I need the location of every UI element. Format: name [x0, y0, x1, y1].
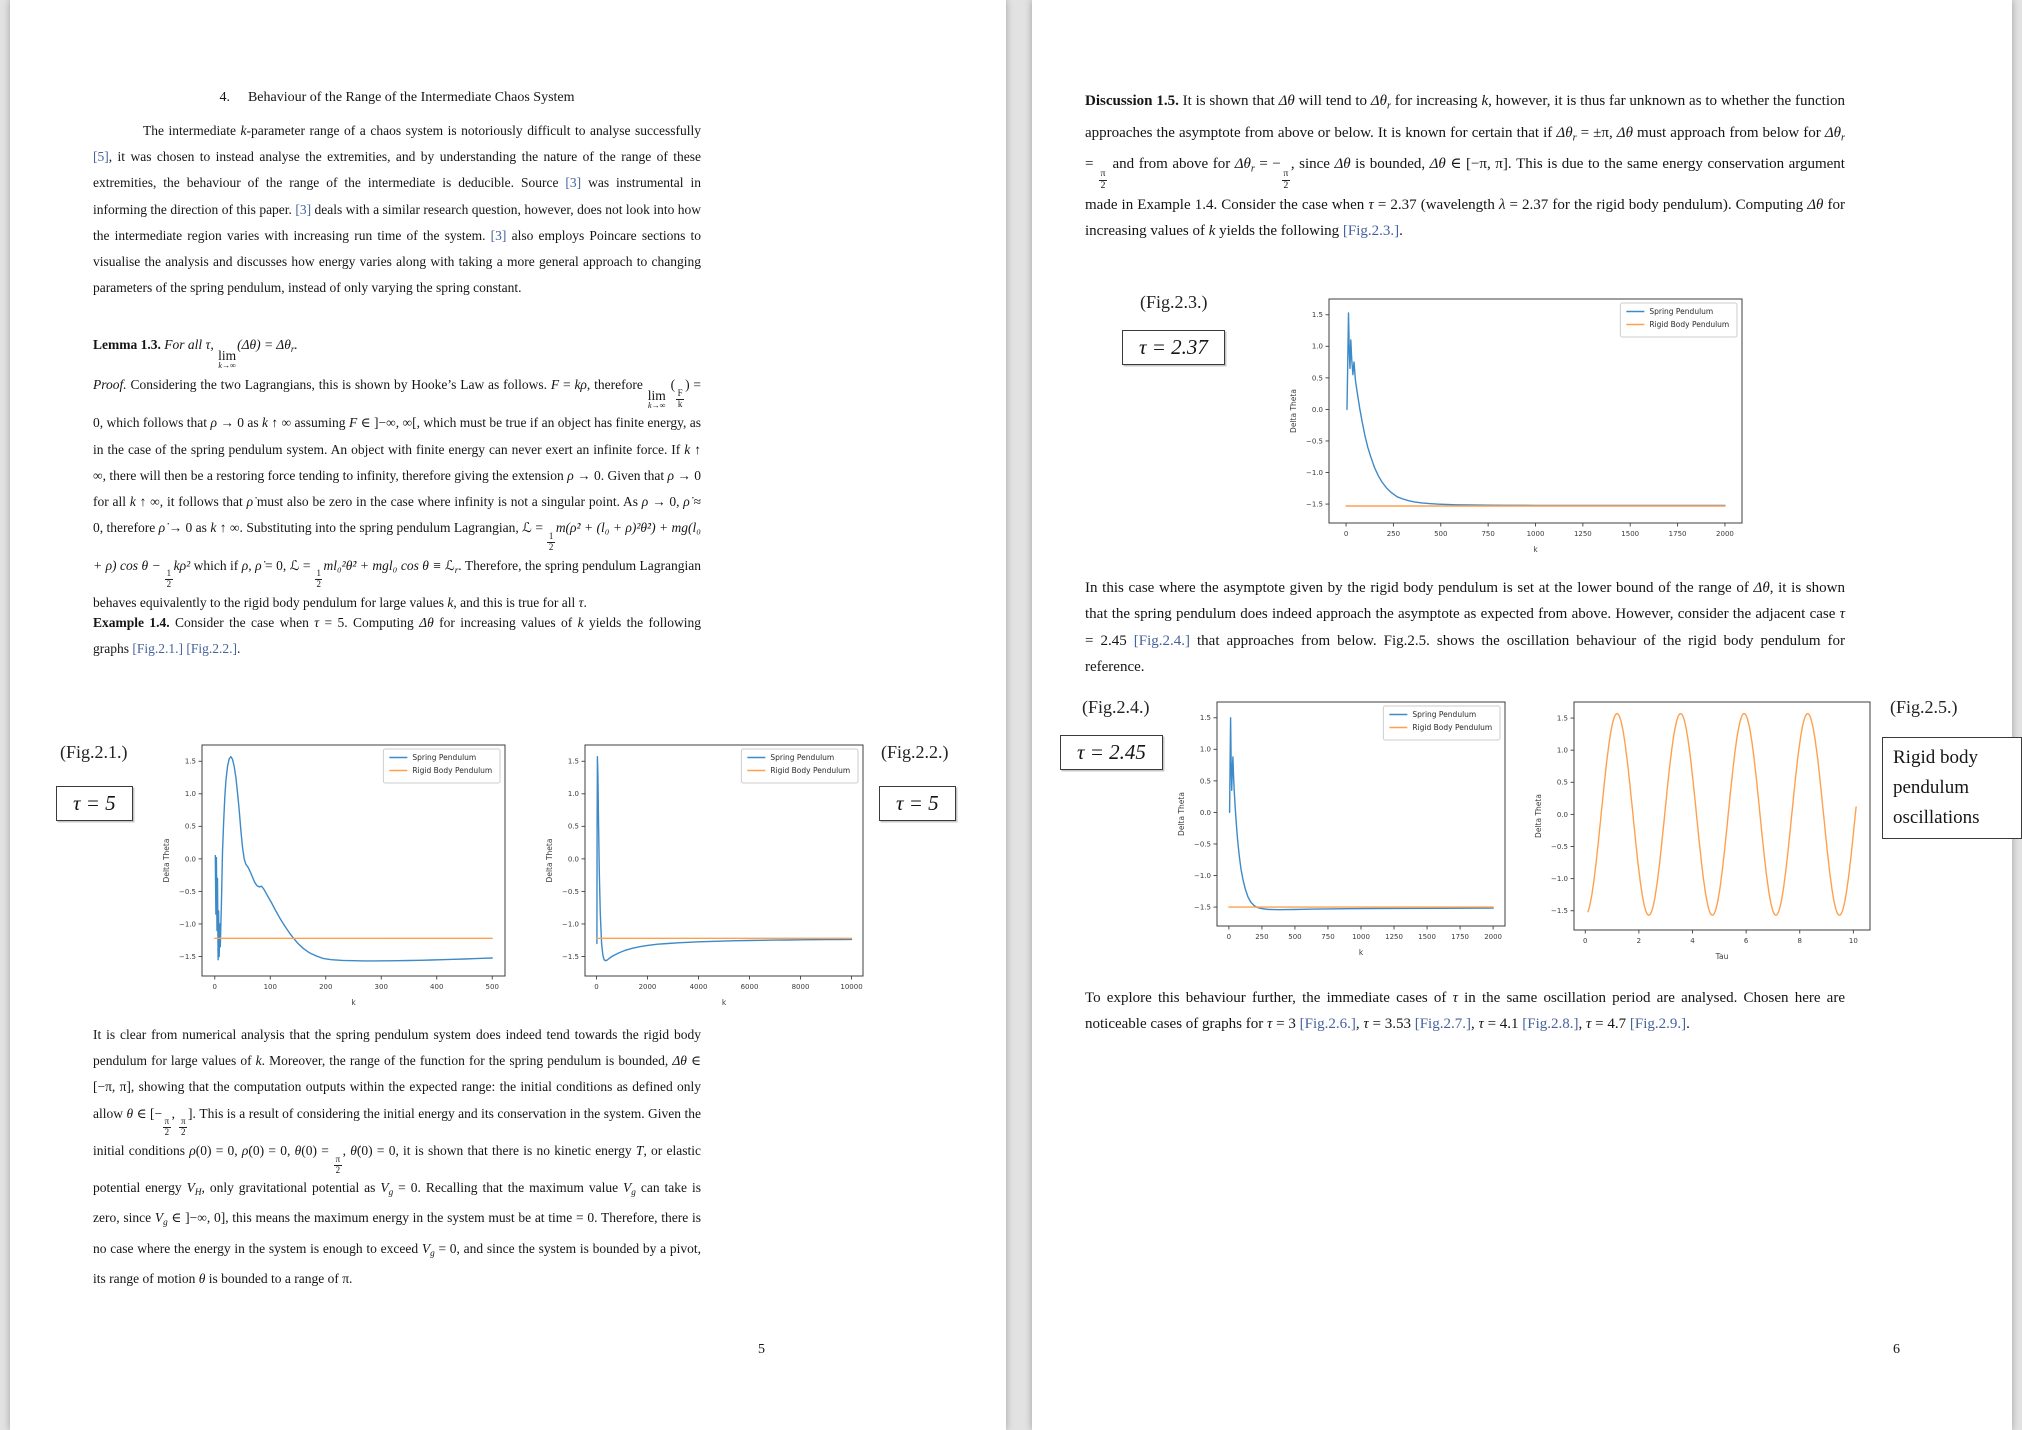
svg-text:Rigid Body Pendulum: Rigid Body Pendulum	[1649, 320, 1730, 329]
svg-text:−1.5: −1.5	[1306, 500, 1323, 509]
citation-link[interactable]: [Fig.2.9.]	[1629, 1016, 1687, 1033]
svg-text:0.5: 0.5	[1556, 778, 1568, 787]
svg-text:500: 500	[1434, 530, 1448, 538]
svg-text:0.0: 0.0	[1556, 810, 1568, 819]
fig-2-5-chart	[1532, 690, 1880, 962]
svg-text:Spring Pendulum: Spring Pendulum	[412, 753, 477, 762]
svg-text:Delta Theta: Delta Theta	[1289, 389, 1298, 433]
page-5	[10, 0, 1006, 1430]
svg-text:8: 8	[1797, 937, 1802, 945]
svg-text:6000: 6000	[740, 983, 759, 991]
svg-text:Spring Pendulum: Spring Pendulum	[1412, 710, 1477, 719]
svg-text:2: 2	[1636, 937, 1642, 945]
svg-text:1250: 1250	[1385, 933, 1403, 941]
fig-2-3-label: (Fig.2.3.)	[1140, 292, 1208, 312]
svg-text:10000: 10000	[840, 983, 863, 991]
example-1-4: Example 1.4. Consider the case when τ = 5. Computing Δθ for increasing values of k yields the following graphs [Fig.2.1.] [Fig.2.2.].	[93, 615, 701, 657]
svg-text:Delta Theta: Delta Theta	[1534, 794, 1543, 838]
fig-2-1-chart	[160, 733, 515, 1008]
svg-text:−1.0: −1.0	[562, 920, 579, 929]
citation-link[interactable]: [Fig.2.3.]	[1342, 223, 1400, 239]
svg-text:2000: 2000	[638, 983, 657, 991]
citation-link[interactable]: [3]	[565, 175, 582, 191]
svg-text:Delta Theta: Delta Theta	[545, 838, 554, 883]
fig-2-5-label: (Fig.2.5.)	[1890, 697, 1958, 717]
svg-text:Spring Pendulum: Spring Pendulum	[1649, 307, 1714, 316]
svg-text:0: 0	[1343, 530, 1349, 538]
svg-text:4000: 4000	[689, 983, 708, 991]
svg-text:k: k	[1358, 948, 1364, 957]
section-heading	[93, 88, 701, 108]
svg-text:Tau: Tau	[1715, 952, 1729, 961]
citation-link[interactable]: [Fig.2.8.]	[1522, 1016, 1579, 1033]
svg-text:1750: 1750	[1451, 933, 1469, 941]
svg-text:−1.5: −1.5	[1194, 903, 1211, 912]
svg-text:0: 0	[1583, 937, 1588, 945]
svg-text:−1.5: −1.5	[1551, 907, 1568, 916]
svg-text:750: 750	[1321, 933, 1335, 941]
svg-text:1.5: 1.5	[1556, 714, 1568, 723]
svg-text:300: 300	[374, 983, 388, 991]
svg-text:0.5: 0.5	[1199, 777, 1211, 786]
svg-text:0.0: 0.0	[567, 855, 579, 864]
svg-text:500: 500	[1288, 933, 1302, 941]
svg-text:1.0: 1.0	[1311, 342, 1323, 351]
section-title: Behaviour of the Range of the Intermediate Chaos System	[247, 90, 575, 105]
svg-text:Rigid Body Pendulum: Rigid Body Pendulum	[412, 766, 493, 775]
svg-text:−0.5: −0.5	[1194, 840, 1211, 849]
fig-2-4-chart	[1175, 690, 1515, 958]
svg-text:0.5: 0.5	[1311, 374, 1323, 383]
svg-text:−1.0: −1.0	[1551, 875, 1568, 884]
svg-text:Rigid Body Pendulum: Rigid Body Pendulum	[770, 766, 851, 775]
svg-text:0: 0	[594, 983, 599, 991]
svg-text:k: k	[721, 998, 727, 1007]
explore-paragraph: To explore this behaviour further, the immediate cases of τ in the same oscillation period are analysed. Chosen here are noticeable cases of graphs for τ = 3 [Fig.2.6.], τ = 3.53 [Fig.2.7.], τ = 4.1 [Fig.2.8.], τ = 4.7 [Fig.2.9.].	[1085, 990, 1845, 1033]
page-6	[1032, 0, 2012, 1430]
svg-text:1.0: 1.0	[184, 790, 196, 799]
citation-link[interactable]: [5]	[93, 149, 109, 165]
svg-text:6: 6	[1743, 937, 1749, 945]
fig-2-3-tau-box: τ = 2.37	[1122, 330, 1225, 365]
page-number-5: 5	[758, 1342, 765, 1357]
svg-text:1000: 1000	[1526, 530, 1545, 538]
svg-text:750: 750	[1481, 530, 1495, 538]
svg-text:1500: 1500	[1621, 530, 1640, 538]
svg-text:1.5: 1.5	[567, 757, 579, 766]
fig-2-4-label: (Fig.2.4.)	[1082, 697, 1150, 717]
svg-text:1.0: 1.0	[1199, 745, 1211, 754]
svg-text:1.5: 1.5	[1311, 311, 1323, 320]
svg-text:Spring Pendulum: Spring Pendulum	[770, 753, 835, 762]
section-number: 4.	[219, 90, 230, 105]
svg-text:0.0: 0.0	[1311, 405, 1323, 414]
intro-paragraph: The intermediate k-parameter range of a chaos system is notoriously difficult to analyse successfully [5], it was chosen to instead analyse the extremities, and by understanding the nature of the range of these extremities, the behaviour of the range of the intermediate is deducible. Source [3] was instrumental in informing the direction of this paper. [3] deals with a similar research question, however, does not look into how the intermediate region varies with increasing run time of the system. [3] also employs Poincare sections to visualise the analysis and discusses how energy varies along with taking a more general approach to changing parameters of the spring pendulum, instead of only varying the spring constant.	[93, 123, 702, 296]
svg-text:10: 10	[1848, 937, 1858, 945]
svg-text:−1.5: −1.5	[562, 952, 579, 961]
svg-text:−1.0: −1.0	[1194, 871, 1211, 880]
svg-text:1750: 1750	[1668, 530, 1687, 538]
svg-text:400: 400	[430, 983, 444, 991]
svg-text:1.5: 1.5	[1199, 714, 1211, 723]
svg-text:1.0: 1.0	[1556, 746, 1568, 755]
svg-text:0: 0	[1226, 933, 1232, 941]
lemma-1-3: Lemma 1.3. For all τ, lim k→∞ $(\Delta\theta) = \Delta\theta_r$.	[93, 337, 298, 371]
svg-text:1000: 1000	[1352, 933, 1370, 941]
svg-text:−0.5: −0.5	[1306, 437, 1323, 446]
svg-text:−0.5: −0.5	[179, 887, 196, 896]
citation-link[interactable]: [Fig.2.4.]	[1133, 632, 1190, 649]
svg-text:8000: 8000	[791, 983, 810, 991]
svg-text:250: 250	[1255, 933, 1269, 941]
fig-2-4-tau-box: τ = 2.45	[1060, 735, 1163, 770]
discussion-1-5: Discussion 1.5. It is shown that Δθ will tend to $\Delta\theta_r$ for increasing k, however, it is thus far unknown as to whether the function approaches the asymptote from above or below. It is known for certain that if $\Delta\theta_r = \pm\pi$, Δθ must approach from below for $\Delta\theta_r$ = $\frac{\pi}{2}$ and from above for $\Delta\theta_r$ = − $\frac{\pi}{2}$ , since Δθ is bounded, Δθ ∈ [−π, π]. This is due to the same energy conservation argument made in Example 1.4. Consider the case when τ = 2.37 (wavelength λ = 2.37 for the rigid body pendulum). Computing Δθ for increasing values of k yields the following [Fig.2.3.].	[1085, 93, 1846, 239]
svg-text:Delta Theta: Delta Theta	[162, 838, 171, 883]
svg-text:−1.5: −1.5	[179, 952, 196, 961]
fig-2-3-chart	[1287, 287, 1752, 555]
fig-2-2-label: (Fig.2.2.)	[881, 742, 949, 762]
asymptote-paragraph: In this case where the asymptote given by the rigid body pendulum is set at the lower bound of the range of Δθ, it is shown that the spring pendulum does indeed approach the asymptote as expected from above. However, consider the adjacent case τ = 2.45 [Fig.2.4.] that approaches from below. Fig.2.5. shows the oscillation behaviour of the rigid body pendulum for reference.	[1085, 580, 1846, 676]
citation-link[interactable]: [Fig.2.2.]	[186, 641, 237, 657]
svg-text:Rigid Body Pendulum: Rigid Body Pendulum	[1412, 723, 1493, 732]
svg-text:200: 200	[319, 983, 333, 991]
citation-link[interactable]: [Fig.2.1.]	[132, 641, 183, 657]
fig-2-2-tau-box: τ = 5	[879, 786, 956, 821]
svg-text:k: k	[351, 998, 356, 1007]
svg-text:500: 500	[485, 983, 499, 991]
svg-text:Delta Theta: Delta Theta	[1177, 792, 1186, 836]
analysis-paragraph: It is clear from numerical analysis that the spring pendulum system does indeed tend towards the rigid body pendulum for large values of k. Moreover, the range of the function for the spring pendulum is bounded, Δθ ∈ [−π, π], showing that the computation outputs within the expected range: the initial conditions as defined only allow θ ∈ [− $\frac{\pi}{2}$ , $\frac{\pi}{2}$ ]. This is a result of considering the initial energy and its conservation in the system. Given the initial conditions ρ(0) = 0, ρ̇(0) = 0, θ(0) = $\frac{\pi}{2}$ , θ̇(0) = 0, it is shown that there is no kinetic energy T, or elastic potential energy $V_H$, only gravitational potential as $V_g = 0$. Recalling that the maximum value $V_g$ can take is zero, since $V_g$ ∈ ]−∞, 0], this means the maximum energy in the system must be at time = 0. Therefore, there is no case where the energy in the system is enough to exceed $V_g = 0$, and since the system is bounded by a pivot, its range of motion θ is bounded to a range of π.	[93, 1027, 702, 1286]
citation-link[interactable]: [Fig.2.7.]	[1414, 1016, 1471, 1033]
svg-text:250: 250	[1386, 530, 1401, 538]
proof-paragraph: Proof. Considering the two Lagrangians, this is shown by Hooke’s Law as follows. F = kρ, therefore lim k→∞ ( $\frac{F}{k}$ ) = 0, which follows that ρ → 0 as k ↑ ∞ assuming F ∈ ]−∞, ∞[, which must be true if an object has finite energy, as in the case of the spring pendulum system. An object with finite energy can never exert an infinite force. If k ↑ ∞, there will then be a restoring force tending to infinity, therefore giving the extension ρ → 0. Given that ρ → 0 for all k ↑ ∞, it follows that ρ̇ must also be zero in the case where infinity is not a singular point. As ρ → 0, ρ̇ ≈ 0, therefore ρ̇ → 0 as k ↑ ∞. Substituting into the spring pendulum Lagrangian, ℒ = $\frac{1}{2}$ m(ρ̇² + (l₀ + ρ)²θ̇²) + mg(l₀ + ρ) cos θ − $\frac{1}{2}$ kρ² which if ρ, ρ̇ = 0, ℒ = $\frac{1}{2}$ ml₀²θ̇² + mgl₀ cos θ ≡ ℒ$_r$. Therefore, the spring pendulum Lagrangian behaves equivalently to the rigid body pendulum for large values k, and this is true for all τ.	[93, 377, 702, 610]
svg-text:0.5: 0.5	[567, 822, 579, 831]
citation-link[interactable]: [3]	[295, 201, 312, 217]
citation-link[interactable]: [Fig.2.6.]	[1299, 1016, 1356, 1033]
svg-text:−0.5: −0.5	[1551, 842, 1568, 851]
svg-text:1.5: 1.5	[184, 757, 196, 766]
svg-text:0: 0	[212, 983, 217, 991]
svg-text:0.0: 0.0	[184, 855, 196, 864]
fig-2-5-caption-box: Rigid body pendulum oscillations	[1882, 737, 2022, 839]
svg-text:1.0: 1.0	[567, 790, 579, 799]
fig-2-2-chart	[543, 733, 873, 1008]
svg-text:100: 100	[263, 983, 277, 991]
svg-text:4: 4	[1690, 937, 1695, 945]
svg-text:−1.0: −1.0	[1306, 468, 1323, 477]
svg-text:0.5: 0.5	[184, 822, 196, 831]
svg-text:2000: 2000	[1484, 933, 1503, 941]
svg-text:k: k	[1533, 545, 1538, 554]
svg-text:1500: 1500	[1418, 933, 1436, 941]
citation-link[interactable]: [3]	[490, 227, 507, 243]
svg-text:−1.0: −1.0	[179, 920, 196, 929]
fig-2-1-label: (Fig.2.1.)	[60, 742, 128, 762]
svg-text:2000: 2000	[1716, 530, 1734, 538]
page-number-6: 6	[1893, 1342, 1900, 1357]
svg-text:0.0: 0.0	[1199, 808, 1211, 817]
svg-text:1250: 1250	[1573, 530, 1592, 538]
fig-2-1-tau-box: τ = 5	[56, 786, 133, 821]
svg-text:−0.5: −0.5	[562, 887, 579, 896]
